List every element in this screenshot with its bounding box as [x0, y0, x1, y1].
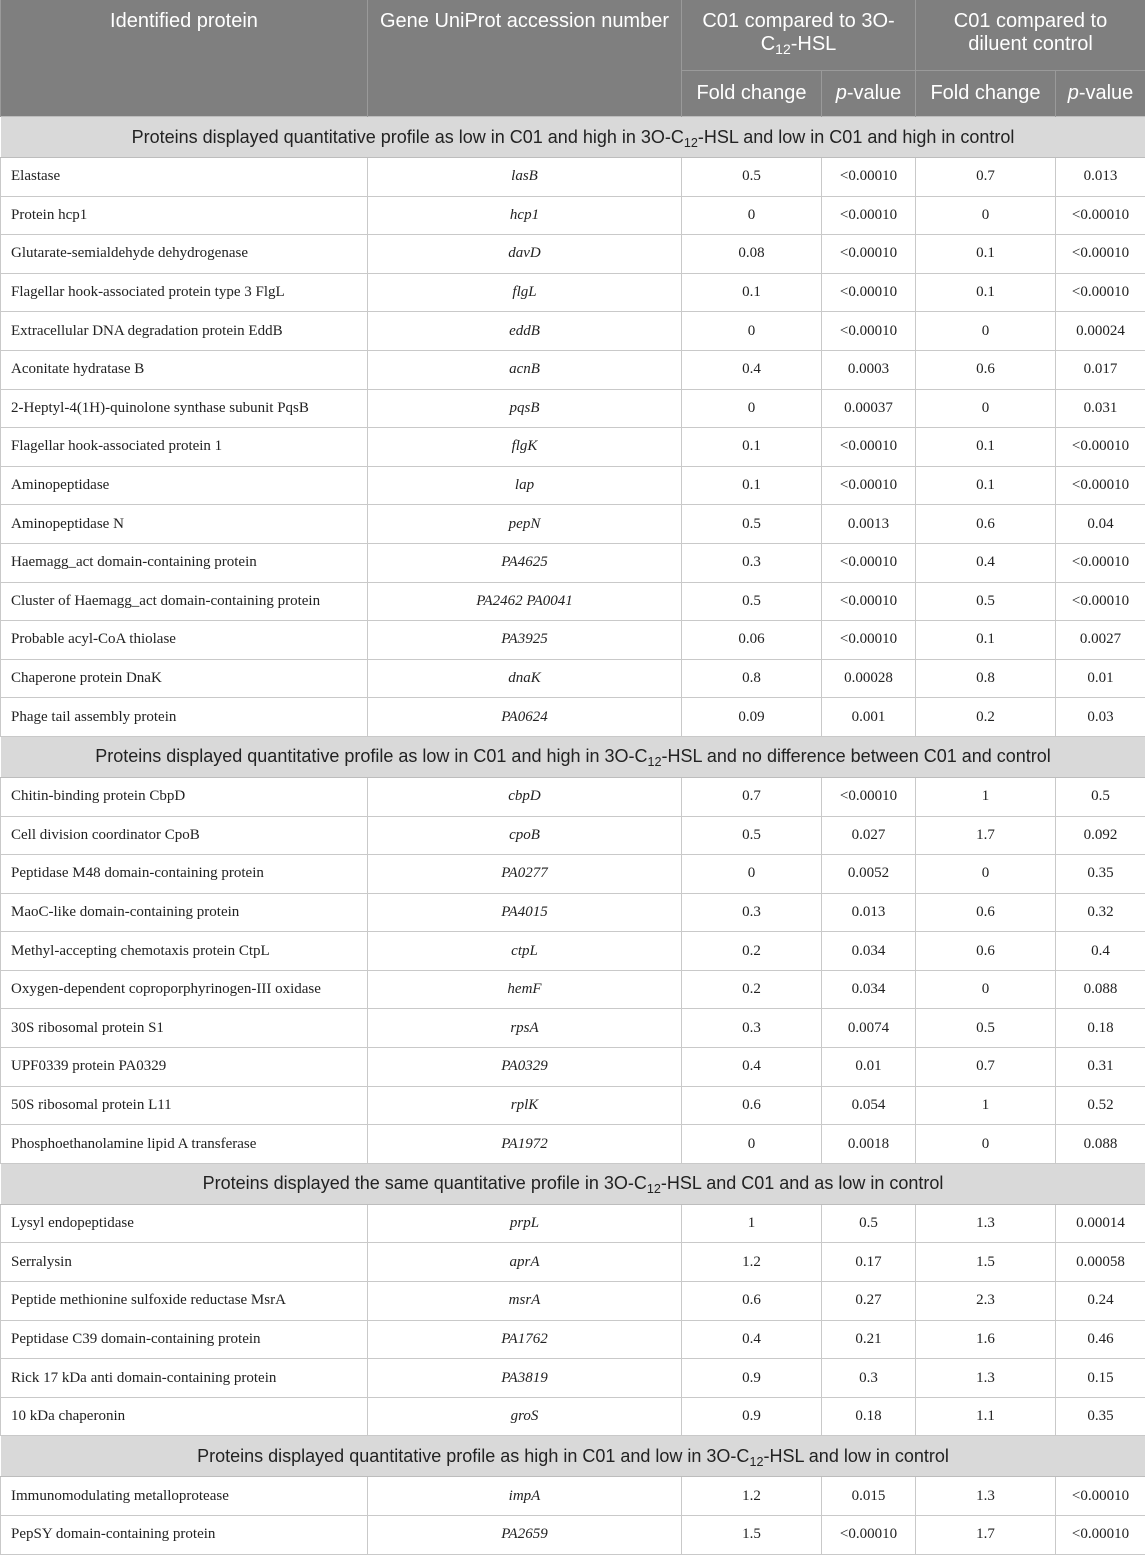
header-identified-protein: Identified protein	[1, 0, 368, 117]
header-fold-change-2: Fold change	[916, 71, 1056, 117]
p-value-hsl-cell: 0.0074	[822, 1009, 916, 1048]
p-value-hsl-cell: 0.013	[822, 893, 916, 932]
table-row	[1, 196, 1145, 235]
p-value-control-cell: 0.088	[1056, 1125, 1145, 1164]
p-value-hsl-cell: 0.034	[822, 932, 916, 971]
p-value-control-cell: <0.00010	[1056, 543, 1145, 582]
gene-accession-cell: acnB	[368, 350, 682, 389]
gene-accession-cell: cbpD	[368, 777, 682, 816]
fold-change-hsl-cell: 0	[682, 855, 822, 894]
p-value-hsl-cell: <0.00010	[822, 777, 916, 816]
fold-change-control-cell: 0.7	[916, 158, 1056, 197]
protein-name-cell: Serralysin	[1, 1243, 368, 1282]
table-row	[1, 582, 1145, 621]
header-p-value-2	[1056, 71, 1145, 117]
p-value-hsl-cell: 0.0003	[822, 350, 916, 389]
fold-change-control-cell: 0	[916, 196, 1056, 235]
table-row	[1, 505, 1145, 544]
protein-name-cell: PepSY domain-containing protein	[1, 1516, 368, 1555]
fold-change-control-cell: 0.6	[916, 893, 1056, 932]
fold-change-hsl-cell: 0.6	[682, 1086, 822, 1125]
p-value-control-cell: <0.00010	[1056, 1516, 1145, 1555]
protein-name-cell: 10 kDa chaperonin	[1, 1397, 368, 1436]
fold-change-hsl-cell: 0.6	[682, 1282, 822, 1321]
p-value-control-cell: 0.4	[1056, 932, 1145, 971]
section-title-text-a: Proteins displayed quantitative profile as low in C01 and high in 3O-C	[131, 126, 684, 147]
p-value-hsl-cell: 0.17	[822, 1243, 916, 1282]
fold-change-control-cell: 1	[916, 777, 1056, 816]
protein-name-cell: Aconitate hydratase B	[1, 350, 368, 389]
table-row	[1, 855, 1145, 894]
section-title-text-a: Proteins displayed quantitative profile as high in C01 and low in 3O-C	[197, 1445, 750, 1466]
p-value-control-cell: 0.01	[1056, 659, 1145, 698]
fold-change-control-cell: 1.6	[916, 1320, 1056, 1359]
fold-change-hsl-cell: 0.2	[682, 932, 822, 971]
table-row	[1, 1048, 1145, 1087]
protein-name-cell: Aminopeptidase N	[1, 505, 368, 544]
gene-accession-cell: flgL	[368, 273, 682, 312]
table-row	[1, 1477, 1145, 1516]
fold-change-control-cell: 1.3	[916, 1359, 1056, 1398]
gene-accession-cell: eddB	[368, 312, 682, 351]
p-value-control-cell: <0.00010	[1056, 582, 1145, 621]
table-row	[1, 1516, 1145, 1555]
fold-change-control-cell: 0	[916, 855, 1056, 894]
protein-name-cell: Cluster of Haemagg_act domain-containing protein	[1, 582, 368, 621]
protein-name-cell: Glutarate-semialdehyde dehydrogenase	[1, 235, 368, 274]
p-value-control-cell: 0.32	[1056, 893, 1145, 932]
fold-change-control-cell: 0	[916, 312, 1056, 351]
gene-accession-cell: davD	[368, 235, 682, 274]
fold-change-hsl-cell: 1	[682, 1204, 822, 1243]
fold-change-hsl-cell: 0.5	[682, 816, 822, 855]
fold-change-hsl-cell: 0.5	[682, 158, 822, 197]
fold-change-control-cell: 1	[916, 1086, 1056, 1125]
protein-name-cell: UPF0339 protein PA0329	[1, 1048, 368, 1087]
p-value-hsl-cell: 0.034	[822, 970, 916, 1009]
section-header-row	[1, 1436, 1145, 1477]
section-title-text-a: Proteins displayed the same quantitative profile in 3O-C	[202, 1173, 647, 1194]
p-value-hsl-cell: <0.00010	[822, 273, 916, 312]
table-row	[1, 1086, 1145, 1125]
protein-name-cell: Flagellar hook-associated protein type 3 FlgL	[1, 273, 368, 312]
p-value-control-cell: <0.00010	[1056, 196, 1145, 235]
fold-change-hsl-cell: 0	[682, 1125, 822, 1164]
p-value-hsl-cell: 0.3	[822, 1359, 916, 1398]
fold-change-control-cell: 0	[916, 389, 1056, 428]
section-title-text-b: -HSL and C01 and as low in control	[660, 1173, 944, 1194]
gene-accession-cell: lap	[368, 466, 682, 505]
gene-accession-cell: cpoB	[368, 816, 682, 855]
fold-change-control-cell: 0.6	[916, 350, 1056, 389]
table-row	[1, 350, 1145, 389]
table-row	[1, 777, 1145, 816]
section-title	[1, 117, 1145, 158]
fold-change-hsl-cell: 0.8	[682, 659, 822, 698]
section-header-row	[1, 117, 1145, 158]
gene-accession-cell: PA3819	[368, 1359, 682, 1398]
fold-change-control-cell: 1.3	[916, 1477, 1056, 1516]
fold-change-hsl-cell: 0	[682, 389, 822, 428]
fold-change-control-cell: 1.1	[916, 1397, 1056, 1436]
protein-name-cell: Extracellular DNA degradation protein EddB	[1, 312, 368, 351]
p-value-control-cell: 0.24	[1056, 1282, 1145, 1321]
table-row	[1, 932, 1145, 971]
header-c01-vs-hsl-text-a: C01 compared to 3O-C	[702, 10, 895, 55]
p-value-hsl-cell: 0.18	[822, 1397, 916, 1436]
gene-accession-cell: PA0277	[368, 855, 682, 894]
gene-accession-cell: PA0624	[368, 698, 682, 737]
gene-accession-cell: PA2462 PA0041	[368, 582, 682, 621]
section-title-subscript: 12	[683, 135, 698, 150]
gene-accession-cell: PA4015	[368, 893, 682, 932]
fold-change-hsl-cell: 1.2	[682, 1477, 822, 1516]
section-title-subscript: 12	[647, 755, 662, 770]
section-title-text-b: -HSL and low in C01 and high in control	[697, 126, 1015, 147]
p-value-hsl-cell: 0.015	[822, 1477, 916, 1516]
fold-change-hsl-cell: 0.5	[682, 582, 822, 621]
table-row	[1, 1320, 1145, 1359]
fold-change-control-cell: 1.3	[916, 1204, 1056, 1243]
p-value-control-cell: 0.18	[1056, 1009, 1145, 1048]
gene-accession-cell: aprA	[368, 1243, 682, 1282]
protein-name-cell: Methyl-accepting chemotaxis protein CtpL	[1, 932, 368, 971]
fold-change-control-cell: 0	[916, 1125, 1056, 1164]
gene-accession-cell: hcp1	[368, 196, 682, 235]
p-value-hsl-cell: 0.27	[822, 1282, 916, 1321]
p-value-hsl-cell: 0.5	[822, 1204, 916, 1243]
protein-name-cell: Flagellar hook-associated protein 1	[1, 428, 368, 467]
header-p-value-1	[822, 71, 916, 117]
gene-accession-cell: PA2659	[368, 1516, 682, 1555]
protein-name-cell: 2-Heptyl-4(1H)-quinolone synthase subunit PqsB	[1, 389, 368, 428]
fold-change-control-cell: 0.1	[916, 235, 1056, 274]
gene-accession-cell: lasB	[368, 158, 682, 197]
p-value-hsl-cell: <0.00010	[822, 428, 916, 467]
fold-change-control-cell: 0.6	[916, 932, 1056, 971]
p-value-control-cell: <0.00010	[1056, 466, 1145, 505]
fold-change-hsl-cell: 1.2	[682, 1243, 822, 1282]
header-c01-vs-hsl-sub: 12	[775, 41, 791, 58]
fold-change-hsl-cell: 0.06	[682, 621, 822, 660]
table-row	[1, 543, 1145, 582]
fold-change-hsl-cell: 0.4	[682, 1048, 822, 1087]
header-p-rest: -value	[846, 82, 902, 104]
table-row	[1, 1397, 1145, 1436]
fold-change-control-cell: 0.7	[916, 1048, 1056, 1087]
protein-name-cell: Oxygen-dependent coproporphyrinogen-III oxidase	[1, 970, 368, 1009]
fold-change-control-cell: 1.7	[916, 816, 1056, 855]
section-title	[1, 1163, 1145, 1204]
gene-accession-cell: pqsB	[368, 389, 682, 428]
fold-change-hsl-cell: 0.09	[682, 698, 822, 737]
p-value-hsl-cell: <0.00010	[822, 196, 916, 235]
p-value-hsl-cell: <0.00010	[822, 621, 916, 660]
protein-name-cell: Protein hcp1	[1, 196, 368, 235]
p-value-control-cell: 0.46	[1056, 1320, 1145, 1359]
p-value-control-cell: <0.00010	[1056, 428, 1145, 467]
gene-accession-cell: ctpL	[368, 932, 682, 971]
fold-change-control-cell: 0.5	[916, 1009, 1056, 1048]
p-value-control-cell: 0.00058	[1056, 1243, 1145, 1282]
p-value-hsl-cell: 0.027	[822, 816, 916, 855]
protein-name-cell: MaoC-like domain-containing protein	[1, 893, 368, 932]
p-value-control-cell: 0.00014	[1056, 1204, 1145, 1243]
section-title	[1, 1436, 1145, 1477]
section-title-subscript: 12	[646, 1182, 661, 1197]
table-row	[1, 893, 1145, 932]
protein-name-cell: Peptidase M48 domain-containing protein	[1, 855, 368, 894]
section-title-subscript: 12	[749, 1454, 764, 1469]
protein-name-cell: Rick 17 kDa anti domain-containing protein	[1, 1359, 368, 1398]
section-header-row	[1, 1163, 1145, 1204]
fold-change-control-cell: 0.1	[916, 428, 1056, 467]
protein-name-cell: Elastase	[1, 158, 368, 197]
protein-name-cell: Aminopeptidase	[1, 466, 368, 505]
fold-change-control-cell: 0.8	[916, 659, 1056, 698]
fold-change-hsl-cell: 0.2	[682, 970, 822, 1009]
section-title-text-b: -HSL and no difference between C01 and control	[661, 746, 1051, 767]
protein-name-cell: Probable acyl-CoA thiolase	[1, 621, 368, 660]
fold-change-hsl-cell: 0.4	[682, 350, 822, 389]
table-body	[1, 117, 1145, 1555]
table-row	[1, 1204, 1145, 1243]
fold-change-control-cell: 0.4	[916, 543, 1056, 582]
table-header	[1, 0, 1145, 117]
header-p-rest: -value	[1078, 82, 1134, 104]
fold-change-control-cell: 1.5	[916, 1243, 1056, 1282]
gene-accession-cell: dnaK	[368, 659, 682, 698]
p-value-hsl-cell: 0.001	[822, 698, 916, 737]
p-value-control-cell: 0.03	[1056, 698, 1145, 737]
fold-change-hsl-cell: 0.3	[682, 893, 822, 932]
table-row	[1, 621, 1145, 660]
p-value-control-cell: 0.31	[1056, 1048, 1145, 1087]
gene-accession-cell: prpL	[368, 1204, 682, 1243]
table-row	[1, 1359, 1145, 1398]
p-value-control-cell: <0.00010	[1056, 1477, 1145, 1516]
p-value-control-cell: 0.04	[1056, 505, 1145, 544]
protein-name-cell: Peptide methionine sulfoxide reductase MsrA	[1, 1282, 368, 1321]
fold-change-hsl-cell: 0.4	[682, 1320, 822, 1359]
table-row	[1, 970, 1145, 1009]
table-row	[1, 235, 1145, 274]
table-row	[1, 698, 1145, 737]
protein-name-cell: Lysyl endopeptidase	[1, 1204, 368, 1243]
table-row	[1, 428, 1145, 467]
protein-name-cell: 50S ribosomal protein L11	[1, 1086, 368, 1125]
header-fold-change-1: Fold change	[682, 71, 822, 117]
gene-accession-cell: flgK	[368, 428, 682, 467]
section-title	[1, 736, 1145, 777]
p-value-control-cell: 0.52	[1056, 1086, 1145, 1125]
protein-name-cell: Cell division coordinator CpoB	[1, 816, 368, 855]
table-row	[1, 312, 1145, 351]
fold-change-hsl-cell: 0.08	[682, 235, 822, 274]
gene-accession-cell: rplK	[368, 1086, 682, 1125]
p-value-control-cell: 0.0027	[1056, 621, 1145, 660]
p-value-hsl-cell: <0.00010	[822, 312, 916, 351]
p-value-control-cell: <0.00010	[1056, 235, 1145, 274]
table-row	[1, 1009, 1145, 1048]
table-row	[1, 1125, 1145, 1164]
table-row	[1, 816, 1145, 855]
p-value-hsl-cell: 0.0013	[822, 505, 916, 544]
header-p-italic: p	[1067, 82, 1079, 104]
fold-change-control-cell: 1.7	[916, 1516, 1056, 1555]
p-value-control-cell: <0.00010	[1056, 273, 1145, 312]
gene-accession-cell: PA1762	[368, 1320, 682, 1359]
p-value-hsl-cell: 0.0018	[822, 1125, 916, 1164]
fold-change-control-cell: 0.6	[916, 505, 1056, 544]
header-gene-accession: Gene UniProt accession number	[368, 0, 682, 117]
p-value-control-cell: 0.35	[1056, 855, 1145, 894]
p-value-control-cell: 0.013	[1056, 158, 1145, 197]
table-row	[1, 273, 1145, 312]
p-value-control-cell: 0.15	[1056, 1359, 1145, 1398]
protein-name-cell: Chitin-binding protein CbpD	[1, 777, 368, 816]
table-row	[1, 659, 1145, 698]
p-value-control-cell: 0.031	[1056, 389, 1145, 428]
gene-accession-cell: PA0329	[368, 1048, 682, 1087]
section-title-text-b: -HSL and low in control	[763, 1445, 949, 1466]
fold-change-control-cell: 0.1	[916, 273, 1056, 312]
gene-accession-cell: PA3925	[368, 621, 682, 660]
protein-name-cell: Immunomodulating metalloprotease	[1, 1477, 368, 1516]
fold-change-control-cell: 2.3	[916, 1282, 1056, 1321]
fold-change-hsl-cell: 1.5	[682, 1516, 822, 1555]
fold-change-hsl-cell: 0.1	[682, 466, 822, 505]
fold-change-hsl-cell: 0.3	[682, 1009, 822, 1048]
protein-name-cell: Phosphoethanolamine lipid A transferase	[1, 1125, 368, 1164]
fold-change-hsl-cell: 0.1	[682, 428, 822, 467]
fold-change-control-cell: 0.1	[916, 621, 1056, 660]
p-value-hsl-cell: <0.00010	[822, 543, 916, 582]
p-value-control-cell: 0.5	[1056, 777, 1145, 816]
p-value-hsl-cell: 0.21	[822, 1320, 916, 1359]
p-value-control-cell: 0.092	[1056, 816, 1145, 855]
table-row	[1, 1282, 1145, 1321]
p-value-hsl-cell: <0.00010	[822, 582, 916, 621]
p-value-hsl-cell: <0.00010	[822, 466, 916, 505]
gene-accession-cell: pepN	[368, 505, 682, 544]
fold-change-control-cell: 0	[916, 970, 1056, 1009]
table-row	[1, 1243, 1145, 1282]
fold-change-hsl-cell: 0	[682, 196, 822, 235]
header-c01-vs-hsl	[682, 0, 916, 71]
protein-name-cell: Chaperone protein DnaK	[1, 659, 368, 698]
fold-change-control-cell: 0.5	[916, 582, 1056, 621]
p-value-hsl-cell: <0.00010	[822, 235, 916, 274]
header-c01-vs-hsl-text-b: -HSL	[790, 33, 837, 55]
gene-accession-cell: msrA	[368, 1282, 682, 1321]
fold-change-control-cell: 0.2	[916, 698, 1056, 737]
gene-accession-cell: groS	[368, 1397, 682, 1436]
table-row	[1, 158, 1145, 197]
fold-change-hsl-cell: 0.9	[682, 1359, 822, 1398]
section-header-row	[1, 736, 1145, 777]
p-value-hsl-cell: 0.00028	[822, 659, 916, 698]
fold-change-hsl-cell: 0.5	[682, 505, 822, 544]
p-value-control-cell: 0.017	[1056, 350, 1145, 389]
table-row	[1, 389, 1145, 428]
fold-change-control-cell: 0.1	[916, 466, 1056, 505]
header-c01-vs-control: C01 compared to diluent control	[916, 0, 1145, 71]
section-title-text-a: Proteins displayed quantitative profile as low in C01 and high in 3O-C	[95, 746, 648, 767]
gene-accession-cell: hemF	[368, 970, 682, 1009]
p-value-control-cell: 0.00024	[1056, 312, 1145, 351]
gene-accession-cell: PA4625	[368, 543, 682, 582]
protein-name-cell: Peptidase C39 domain-containing protein	[1, 1320, 368, 1359]
gene-accession-cell: PA1972	[368, 1125, 682, 1164]
p-value-hsl-cell: 0.00037	[822, 389, 916, 428]
p-value-hsl-cell: 0.054	[822, 1086, 916, 1125]
p-value-hsl-cell: 0.01	[822, 1048, 916, 1087]
protein-name-cell: 30S ribosomal protein S1	[1, 1009, 368, 1048]
fold-change-hsl-cell: 0.3	[682, 543, 822, 582]
p-value-control-cell: 0.088	[1056, 970, 1145, 1009]
p-value-hsl-cell: 0.0052	[822, 855, 916, 894]
protein-name-cell: Phage tail assembly protein	[1, 698, 368, 737]
fold-change-hsl-cell: 0.9	[682, 1397, 822, 1436]
p-value-hsl-cell: <0.00010	[822, 1516, 916, 1555]
gene-accession-cell: impA	[368, 1477, 682, 1516]
fold-change-hsl-cell: 0	[682, 312, 822, 351]
gene-accession-cell: rpsA	[368, 1009, 682, 1048]
header-p-italic: p	[835, 82, 847, 104]
fold-change-hsl-cell: 0.7	[682, 777, 822, 816]
fold-change-hsl-cell: 0.1	[682, 273, 822, 312]
protein-name-cell: Haemagg_act domain-containing protein	[1, 543, 368, 582]
p-value-hsl-cell: <0.00010	[822, 158, 916, 197]
table-row	[1, 466, 1145, 505]
p-value-control-cell: 0.35	[1056, 1397, 1145, 1436]
